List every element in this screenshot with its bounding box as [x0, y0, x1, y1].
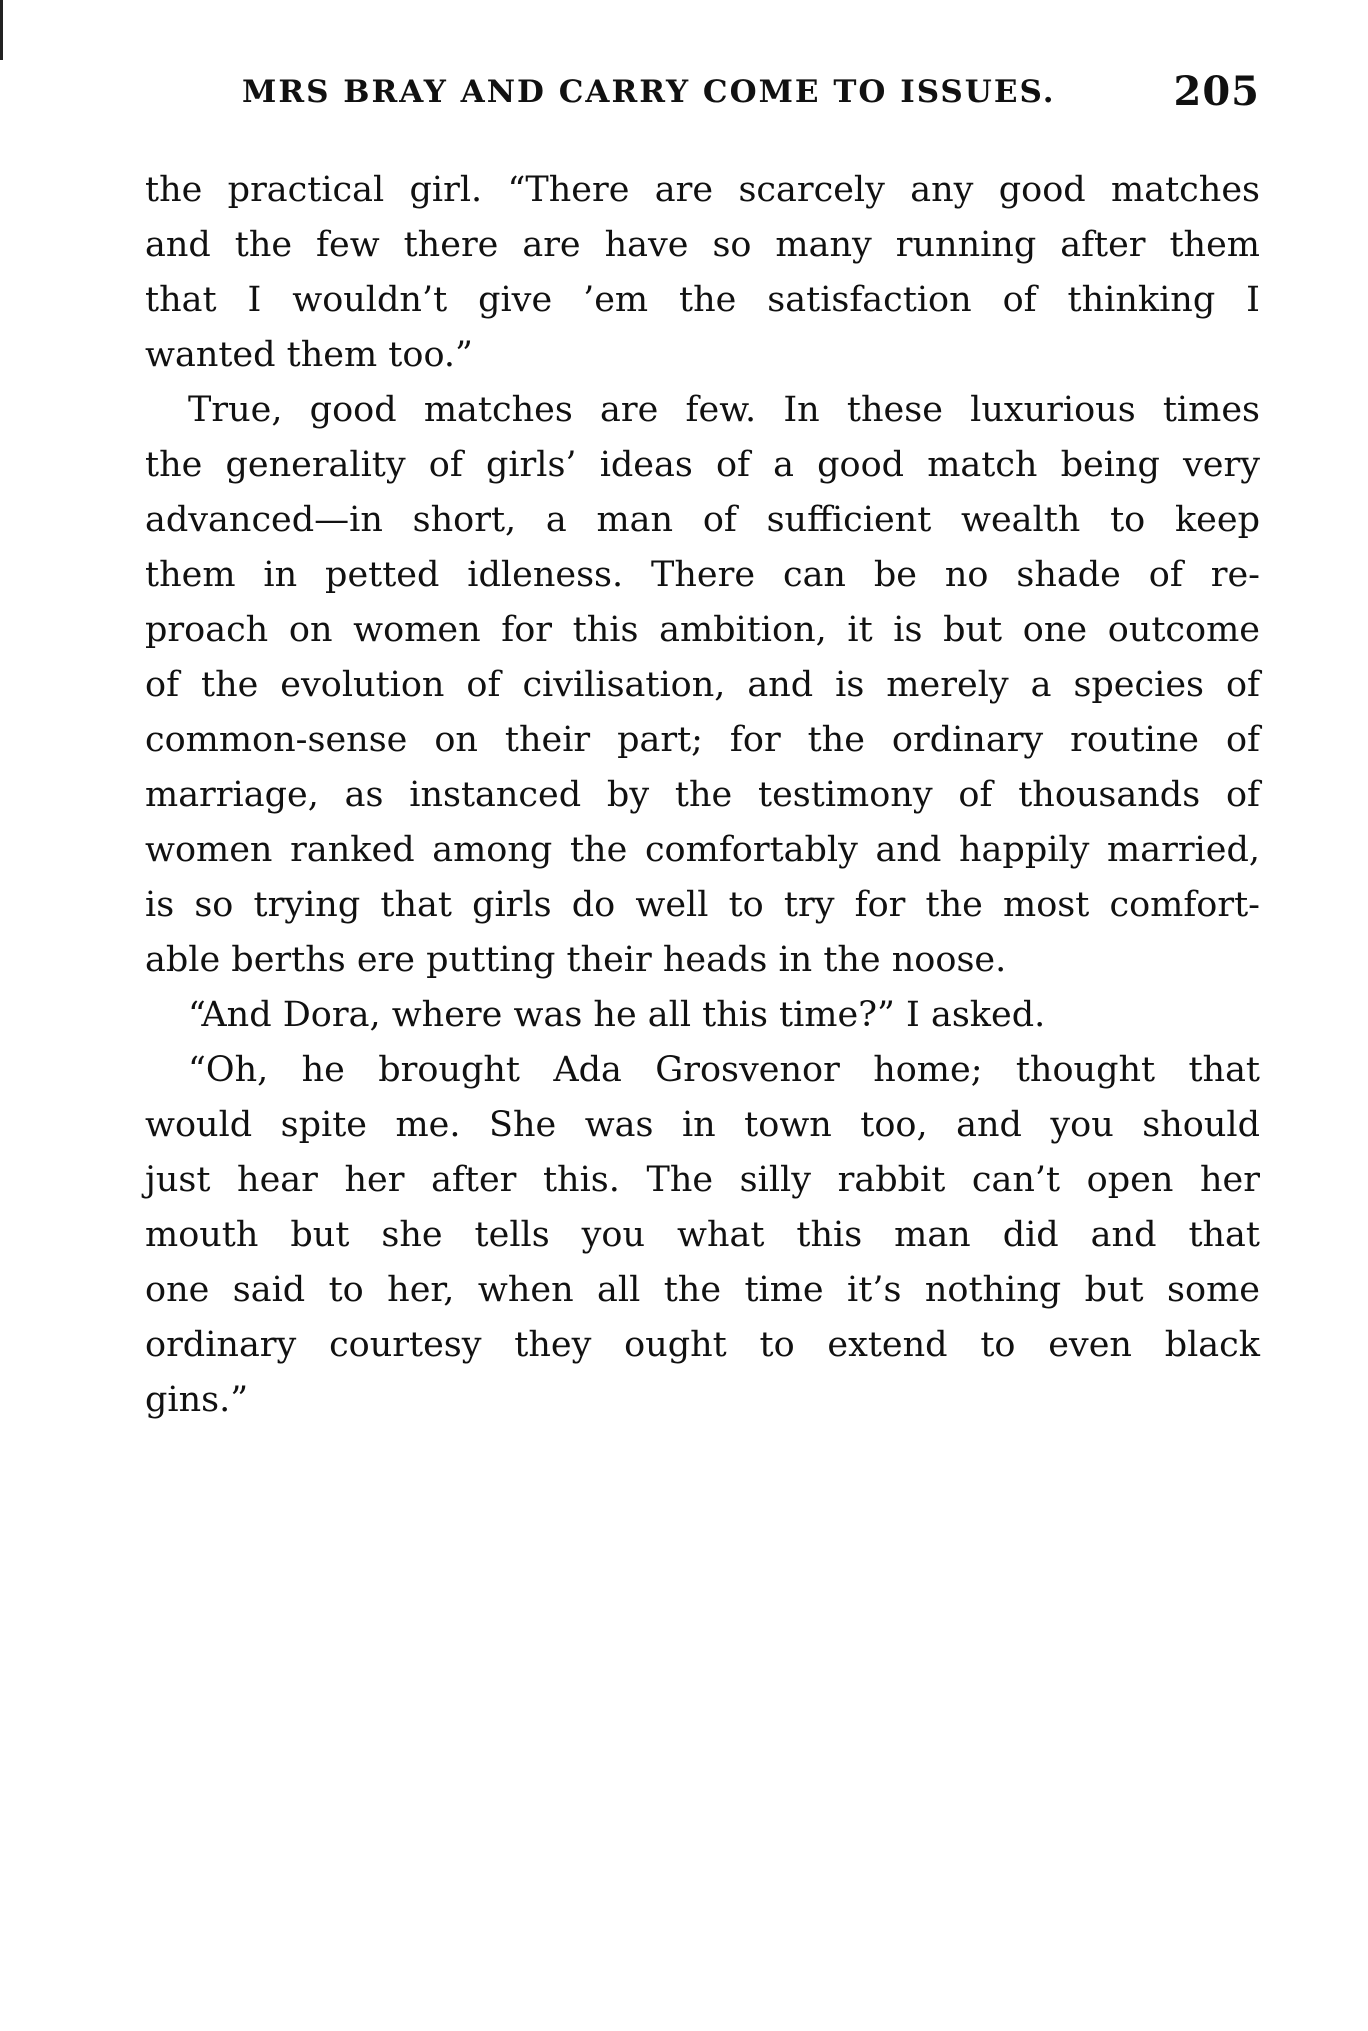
text-line: that I wouldn’t give ’em the satisfaction of thinking I: [145, 280, 1260, 320]
text-line: the generality of girls’ ideas of a good match being very: [145, 445, 1260, 485]
text-line: and the few there are have so many running after them: [145, 225, 1260, 265]
text-line: women ranked among the comfortably and happily married,: [145, 830, 1260, 870]
page-number: 205: [1173, 68, 1260, 115]
text-line: “And Dora, where was he all this time?” I asked.: [188, 995, 1046, 1035]
text-line: would spite me. She was in town too, and you should: [145, 1105, 1260, 1145]
text-line: gins.”: [145, 1380, 249, 1420]
text-line: mouth but she tells you what this man did and that: [145, 1215, 1260, 1255]
text-line: of the evolution of civilisation, and is merely a species of: [145, 665, 1260, 705]
text-line: ordinary courtesy they ought to extend to even black: [145, 1325, 1260, 1365]
text-line: advanced—in short, a man of sufficient wealth to keep: [145, 500, 1260, 540]
text-line: marriage, as instanced by the testimony of thousands of: [145, 775, 1260, 815]
text-line: the practical girl. “There are scarcely any good matches: [145, 170, 1260, 210]
text-line: wanted them too.”: [145, 335, 473, 375]
text-line: them in petted idleness. There can be no shade of re-: [145, 555, 1260, 595]
running-head: [232, 68, 1260, 124]
text-line: just hear her after this. The silly rabbit can’t open her: [145, 1160, 1260, 1200]
text-line: able berths ere putting their heads in the noose.: [145, 940, 1007, 980]
text-line: is so trying that girls do well to try for the most comfort-: [145, 885, 1260, 925]
text-line: one said to her, when all the time it’s nothing but some: [145, 1270, 1260, 1310]
text-line: proach on women for this ambition, it is but one outcome: [145, 610, 1260, 650]
text-line: common-sense on their part; for the ordinary routine of: [145, 720, 1260, 760]
body-text: [145, 163, 1260, 1428]
text-line: True, good matches are few. In these luxurious times: [188, 390, 1260, 430]
running-title: MRS BRAY AND CARRY COME TO ISSUES.: [242, 74, 1056, 110]
scan-edge-mark: [0, 0, 3, 60]
text-line: “Oh, he brought Ada Grosvenor home; thought that: [188, 1050, 1260, 1090]
